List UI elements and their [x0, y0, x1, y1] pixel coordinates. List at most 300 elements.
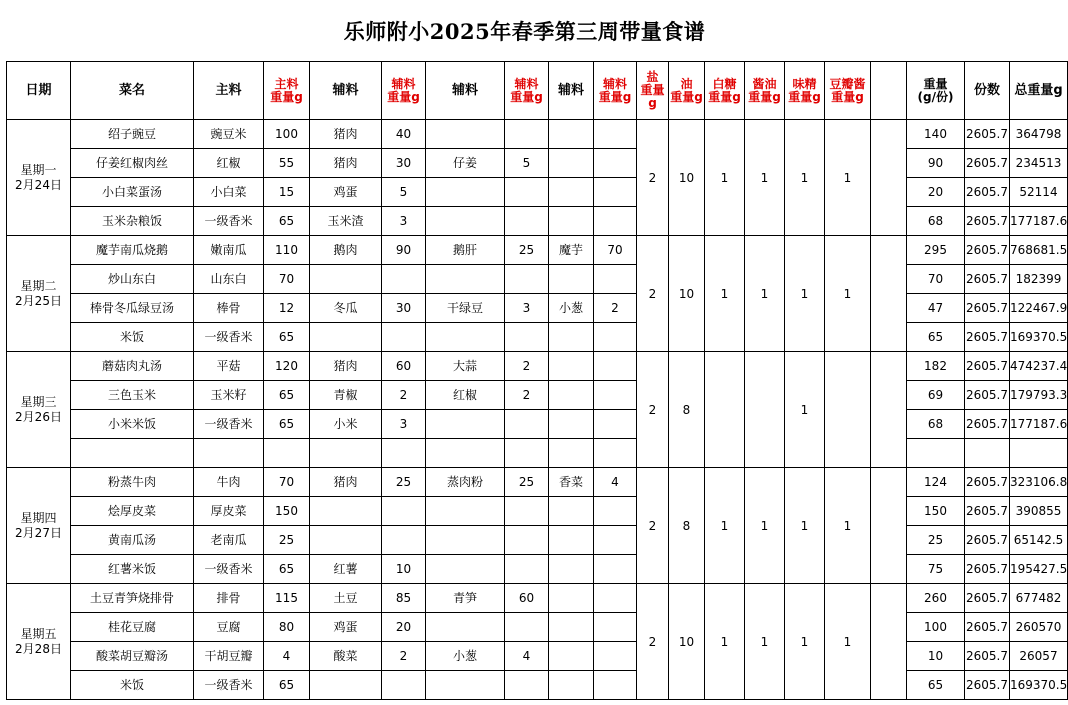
table-row	[7, 439, 1068, 468]
soy-cell: 1	[745, 468, 785, 584]
main-ingredient-cell: 干胡豆瓣	[194, 642, 264, 671]
aux1-weight-cell	[382, 439, 426, 468]
table-row	[7, 468, 1068, 497]
main-weight-cell: 110	[264, 236, 310, 265]
header-msg	[785, 62, 825, 120]
table-row	[7, 555, 1068, 584]
bean-paste-cell: 1	[825, 236, 871, 352]
total-weight-cell: 364798	[1010, 120, 1068, 149]
servings-cell: 2605.7	[965, 323, 1010, 352]
header-salt	[637, 62, 669, 120]
table-row	[7, 381, 1068, 410]
header-line: 味精	[792, 76, 817, 91]
day-label-line: 星期四	[20, 510, 57, 525]
servings-cell: 2605.7	[965, 207, 1010, 236]
aux1-cell	[310, 439, 382, 468]
bean-paste-cell	[825, 352, 871, 468]
total-weight-cell: 26057	[1010, 642, 1068, 671]
dish-cell: 小米米饭	[71, 410, 194, 439]
aux2-weight-cell	[505, 526, 549, 555]
aux3-weight-cell: 2	[594, 294, 637, 323]
table-row	[7, 294, 1068, 323]
aux2-cell	[426, 671, 505, 700]
day-cell	[7, 236, 71, 352]
day-cell	[7, 120, 71, 236]
bean-paste-cell: 1	[825, 584, 871, 700]
aux1-weight-cell	[382, 497, 426, 526]
main-weight-cell: 70	[264, 468, 310, 497]
aux1-weight-cell: 3	[382, 207, 426, 236]
aux3-cell	[549, 439, 594, 468]
msg-cell: 1	[785, 120, 825, 236]
aux1-cell: 酸菜	[310, 642, 382, 671]
aux1-cell: 猪肉	[310, 149, 382, 178]
header-line: 重量g	[788, 89, 821, 104]
aux2-weight-cell: 2	[505, 352, 549, 381]
aux2-weight-cell	[505, 497, 549, 526]
total-weight-cell: 677482	[1010, 584, 1068, 613]
aux1-cell	[310, 497, 382, 526]
header-line: 酱油	[752, 76, 777, 91]
aux3-weight-cell	[594, 265, 637, 294]
total-weight-cell: 260570	[1010, 613, 1068, 642]
total-weight-cell: 390855	[1010, 497, 1068, 526]
table-row	[7, 613, 1068, 642]
servings-cell: 2605.7	[965, 120, 1010, 149]
header-soy	[745, 62, 785, 120]
aux1-cell: 冬瓜	[310, 294, 382, 323]
weight-per-serving-cell: 47	[907, 294, 965, 323]
header-qty: 份数	[965, 62, 1010, 120]
header-date: 日期	[7, 62, 71, 120]
aux2-cell: 干绿豆	[426, 294, 505, 323]
aux1-weight-cell	[382, 671, 426, 700]
aux1-weight-cell	[382, 265, 426, 294]
blank-cell	[871, 120, 907, 236]
bean-paste-cell: 1	[825, 468, 871, 584]
main-ingredient-cell: 玉米籽	[194, 381, 264, 410]
header-aux3: 辅料	[549, 62, 594, 120]
dish-cell: 红薯米饭	[71, 555, 194, 584]
servings-cell: 2605.7	[965, 526, 1010, 555]
aux1-cell: 鸡蛋	[310, 613, 382, 642]
aux2-cell	[426, 178, 505, 207]
day-label-line: 2月27日	[15, 525, 62, 540]
servings-cell: 2605.7	[965, 236, 1010, 265]
aux3-cell	[549, 323, 594, 352]
main-ingredient-cell: 豆腐	[194, 613, 264, 642]
aux2-cell	[426, 526, 505, 555]
blank-cell	[871, 584, 907, 700]
msg-cell: 1	[785, 352, 825, 468]
main-weight-cell: 65	[264, 555, 310, 584]
main-weight-cell: 55	[264, 149, 310, 178]
table-row	[7, 584, 1068, 613]
table-row	[7, 178, 1068, 207]
aux2-cell	[426, 265, 505, 294]
total-weight-cell: 474237.4	[1010, 352, 1068, 381]
weight-per-serving-cell: 140	[907, 120, 965, 149]
aux2-cell: 红椒	[426, 381, 505, 410]
aux3-weight-cell	[594, 352, 637, 381]
weight-per-serving-cell: 75	[907, 555, 965, 584]
day-label-line: 2月26日	[15, 409, 62, 424]
aux1-weight-cell	[382, 323, 426, 352]
salt-cell: 2	[637, 120, 669, 236]
main-ingredient-cell: 山东白	[194, 265, 264, 294]
main-ingredient-cell: 一级香米	[194, 410, 264, 439]
oil-cell: 10	[669, 120, 705, 236]
main-weight-cell: 80	[264, 613, 310, 642]
servings-cell: 2605.7	[965, 294, 1010, 323]
dish-cell: 魔芋南瓜烧鹅	[71, 236, 194, 265]
aux1-weight-cell: 25	[382, 468, 426, 497]
dish-cell: 桂花豆腐	[71, 613, 194, 642]
total-weight-cell: 182399	[1010, 265, 1068, 294]
table-row	[7, 207, 1068, 236]
weight-per-serving-cell: 150	[907, 497, 965, 526]
aux2-cell	[426, 410, 505, 439]
header-aux2-weight	[505, 62, 549, 120]
aux2-weight-cell	[505, 120, 549, 149]
weight-per-serving-cell: 69	[907, 381, 965, 410]
aux3-cell: 香菜	[549, 468, 594, 497]
aux1-cell	[310, 526, 382, 555]
main-ingredient-cell: 一级香米	[194, 671, 264, 700]
servings-cell: 2605.7	[965, 410, 1010, 439]
main-ingredient-cell: 一级香米	[194, 323, 264, 352]
table-row	[7, 671, 1068, 700]
total-weight-cell: 177187.6	[1010, 410, 1068, 439]
aux1-cell	[310, 265, 382, 294]
main-ingredient-cell: 平菇	[194, 352, 264, 381]
header-line: 豆瓣酱	[829, 76, 866, 91]
aux3-cell	[549, 642, 594, 671]
main-weight-cell: 115	[264, 584, 310, 613]
aux3-weight-cell	[594, 526, 637, 555]
sugar-cell: 1	[705, 236, 745, 352]
header-weight	[907, 62, 965, 120]
aux2-weight-cell	[505, 671, 549, 700]
aux3-cell	[549, 381, 594, 410]
table-row	[7, 352, 1068, 381]
total-weight-cell: 195427.5	[1010, 555, 1068, 584]
header-line: (g/份)	[917, 89, 954, 104]
page-title: 乐师附小2025年春季第三周带量食谱	[343, 19, 706, 44]
header-main-weight	[264, 62, 310, 120]
aux2-cell	[426, 120, 505, 149]
main-weight-cell: 4	[264, 642, 310, 671]
aux1-cell: 鸡蛋	[310, 178, 382, 207]
weight-per-serving-cell: 68	[907, 410, 965, 439]
servings-cell: 2605.7	[965, 381, 1010, 410]
aux3-weight-cell	[594, 642, 637, 671]
weight-per-serving-cell: 90	[907, 149, 965, 178]
main-weight-cell: 70	[264, 265, 310, 294]
oil-cell: 8	[669, 468, 705, 584]
weight-per-serving-cell: 295	[907, 236, 965, 265]
aux2-cell	[426, 439, 505, 468]
main-weight-cell: 150	[264, 497, 310, 526]
header-line: 重量g	[387, 89, 420, 104]
main-ingredient-cell: 棒骨	[194, 294, 264, 323]
main-weight-cell: 65	[264, 323, 310, 352]
aux3-weight-cell	[594, 323, 637, 352]
aux3-cell: 小葱	[549, 294, 594, 323]
aux1-cell	[310, 671, 382, 700]
header-line: 重量g	[598, 89, 632, 104]
header-line: 主料	[274, 76, 299, 91]
bean-paste-cell: 1	[825, 120, 871, 236]
dish-cell: 黄南瓜汤	[71, 526, 194, 555]
weight-per-serving-cell: 182	[907, 352, 965, 381]
header-total: 总重量g	[1010, 62, 1068, 120]
aux2-cell: 小葱	[426, 642, 505, 671]
main-ingredient-cell: 红椒	[194, 149, 264, 178]
day-label-line: 星期三	[20, 394, 57, 409]
main-weight-cell: 65	[264, 381, 310, 410]
aux2-weight-cell: 25	[505, 468, 549, 497]
aux2-weight-cell: 5	[505, 149, 549, 178]
day-cell	[7, 584, 71, 700]
servings-cell: 2605.7	[965, 642, 1010, 671]
main-ingredient-cell: 一级香米	[194, 555, 264, 584]
header-aux1-weight	[382, 62, 426, 120]
weight-per-serving-cell: 65	[907, 671, 965, 700]
aux3-cell	[549, 120, 594, 149]
aux3-weight-cell	[594, 555, 637, 584]
dish-cell: 玉米杂粮饭	[71, 207, 194, 236]
aux1-weight-cell: 30	[382, 294, 426, 323]
oil-cell: 10	[669, 584, 705, 700]
total-weight-cell: 65142.5	[1010, 526, 1068, 555]
aux3-cell	[549, 613, 594, 642]
aux3-cell	[549, 178, 594, 207]
aux1-weight-cell: 90	[382, 236, 426, 265]
dish-cell: 粉蒸牛肉	[71, 468, 194, 497]
servings-cell: 2605.7	[965, 671, 1010, 700]
header-line: 重量g	[670, 89, 703, 104]
table-row	[7, 323, 1068, 352]
dish-cell: 小白菜蛋汤	[71, 178, 194, 207]
servings-cell: 2605.7	[965, 468, 1010, 497]
aux1-weight-cell: 20	[382, 613, 426, 642]
main-weight-cell: 100	[264, 120, 310, 149]
salt-cell: 2	[637, 584, 669, 700]
aux2-weight-cell	[505, 178, 549, 207]
header-aux3-weight	[594, 62, 637, 120]
aux3-cell	[549, 555, 594, 584]
aux3-weight-cell	[594, 671, 637, 700]
aux1-cell	[310, 323, 382, 352]
main-ingredient-cell: 一级香米	[194, 207, 264, 236]
aux1-cell: 青椒	[310, 381, 382, 410]
weight-per-serving-cell: 100	[907, 613, 965, 642]
servings-cell: 2605.7	[965, 497, 1010, 526]
header-line: 辅料	[602, 76, 627, 91]
dish-cell: 蘑菇肉丸汤	[71, 352, 194, 381]
aux1-cell: 猪肉	[310, 120, 382, 149]
header-line: 重量g	[270, 89, 303, 104]
aux1-cell: 红薯	[310, 555, 382, 584]
aux1-weight-cell: 40	[382, 120, 426, 149]
main-weight-cell	[264, 439, 310, 468]
menu-body	[7, 120, 1068, 700]
header-line: 重量g	[708, 89, 741, 104]
header-line: 重量	[640, 83, 665, 97]
dish-cell: 绍子豌豆	[71, 120, 194, 149]
aux1-cell: 玉米渣	[310, 207, 382, 236]
aux3-weight-cell	[594, 613, 637, 642]
aux2-cell	[426, 497, 505, 526]
soy-cell: 1	[745, 120, 785, 236]
aux2-cell: 蒸肉粉	[426, 468, 505, 497]
table-row	[7, 526, 1068, 555]
servings-cell: 2605.7	[965, 352, 1010, 381]
soy-cell: 1	[745, 584, 785, 700]
aux1-cell: 土豆	[310, 584, 382, 613]
day-cell	[7, 352, 71, 468]
main-ingredient-cell: 嫩南瓜	[194, 236, 264, 265]
aux2-weight-cell	[505, 439, 549, 468]
dish-cell: 米饭	[71, 323, 194, 352]
day-cell	[7, 468, 71, 584]
table-row	[7, 497, 1068, 526]
aux1-cell: 鹅肉	[310, 236, 382, 265]
aux1-weight-cell: 85	[382, 584, 426, 613]
dish-cell: 三色玉米	[71, 381, 194, 410]
table-row	[7, 120, 1068, 149]
msg-cell: 1	[785, 584, 825, 700]
aux3-cell	[549, 526, 594, 555]
table-row	[7, 642, 1068, 671]
header-dish: 菜名	[71, 62, 194, 120]
header-bean	[825, 62, 871, 120]
aux3-weight-cell	[594, 207, 637, 236]
aux1-weight-cell: 5	[382, 178, 426, 207]
aux3-cell	[549, 584, 594, 613]
header-aux2: 辅料	[426, 62, 505, 120]
sugar-cell	[705, 352, 745, 468]
total-weight-cell: 169370.5	[1010, 323, 1068, 352]
aux1-cell: 小米	[310, 410, 382, 439]
main-weight-cell: 65	[264, 410, 310, 439]
weight-per-serving-cell: 124	[907, 468, 965, 497]
servings-cell: 2605.7	[965, 613, 1010, 642]
salt-cell: 2	[637, 236, 669, 352]
salt-cell: 2	[637, 352, 669, 468]
aux2-weight-cell	[505, 323, 549, 352]
oil-cell: 8	[669, 352, 705, 468]
dish-cell: 酸菜胡豆瓣汤	[71, 642, 194, 671]
servings-cell: 2605.7	[965, 584, 1010, 613]
aux3-weight-cell	[594, 497, 637, 526]
aux2-cell	[426, 323, 505, 352]
header-line: 油	[680, 76, 693, 91]
aux3-weight-cell	[594, 149, 637, 178]
aux3-weight-cell	[594, 410, 637, 439]
weight-per-serving-cell: 260	[907, 584, 965, 613]
blank-cell	[871, 236, 907, 352]
weight-per-serving-cell: 65	[907, 323, 965, 352]
total-weight-cell: 122467.9	[1010, 294, 1068, 323]
header-line: 重量g	[510, 89, 543, 104]
aux1-cell: 猪肉	[310, 468, 382, 497]
aux1-weight-cell: 60	[382, 352, 426, 381]
aux3-cell	[549, 149, 594, 178]
aux3-cell	[549, 497, 594, 526]
menu-table	[6, 61, 1068, 700]
header-line: 辅料	[514, 76, 539, 91]
main-ingredient-cell: 老南瓜	[194, 526, 264, 555]
total-weight-cell: 323106.8	[1010, 468, 1068, 497]
total-weight-cell: 234513	[1010, 149, 1068, 178]
blank-cell	[871, 468, 907, 584]
day-label-line: 星期一	[20, 162, 57, 177]
aux3-weight-cell	[594, 439, 637, 468]
main-weight-cell: 65	[264, 207, 310, 236]
main-ingredient-cell: 豌豆米	[194, 120, 264, 149]
aux3-weight-cell: 70	[594, 236, 637, 265]
soy-cell: 1	[745, 236, 785, 352]
msg-cell: 1	[785, 236, 825, 352]
table-row	[7, 236, 1068, 265]
main-ingredient-cell: 厚皮菜	[194, 497, 264, 526]
aux2-weight-cell: 25	[505, 236, 549, 265]
aux1-weight-cell: 30	[382, 149, 426, 178]
day-label-line: 2月24日	[15, 177, 62, 192]
dish-cell: 棒骨冬瓜绿豆汤	[71, 294, 194, 323]
blank-cell	[871, 352, 907, 468]
aux2-weight-cell: 3	[505, 294, 549, 323]
aux1-weight-cell	[382, 526, 426, 555]
aux3-cell	[549, 265, 594, 294]
aux3-cell	[549, 207, 594, 236]
total-weight-cell: 179793.3	[1010, 381, 1068, 410]
main-ingredient-cell: 牛肉	[194, 468, 264, 497]
total-weight-cell: 169370.5	[1010, 671, 1068, 700]
aux2-cell: 大蒜	[426, 352, 505, 381]
header-blank	[871, 62, 907, 120]
aux3-cell	[549, 410, 594, 439]
aux2-weight-cell: 4	[505, 642, 549, 671]
aux2-cell: 鹅肝	[426, 236, 505, 265]
sugar-cell: 1	[705, 120, 745, 236]
servings-cell: 2605.7	[965, 178, 1010, 207]
header-line: g	[648, 96, 657, 110]
day-label-line: 2月25日	[15, 293, 62, 308]
aux2-cell	[426, 207, 505, 236]
dish-cell	[71, 439, 194, 468]
aux3-cell: 魔芋	[549, 236, 594, 265]
aux2-weight-cell: 2	[505, 381, 549, 410]
table-row	[7, 265, 1068, 294]
header-line: 重量g	[831, 89, 864, 104]
weight-per-serving-cell: 10	[907, 642, 965, 671]
servings-cell: 2605.7	[965, 555, 1010, 584]
aux1-cell: 猪肉	[310, 352, 382, 381]
aux2-weight-cell	[505, 207, 549, 236]
day-label-line: 2月28日	[15, 641, 62, 656]
dish-cell: 米饭	[71, 671, 194, 700]
servings-cell: 2605.7	[965, 149, 1010, 178]
aux3-cell	[549, 671, 594, 700]
main-weight-cell: 65	[264, 671, 310, 700]
header-line: 重量	[923, 76, 948, 91]
aux2-cell: 仔姜	[426, 149, 505, 178]
dish-cell: 炒山东白	[71, 265, 194, 294]
header-main: 主料	[194, 62, 264, 120]
